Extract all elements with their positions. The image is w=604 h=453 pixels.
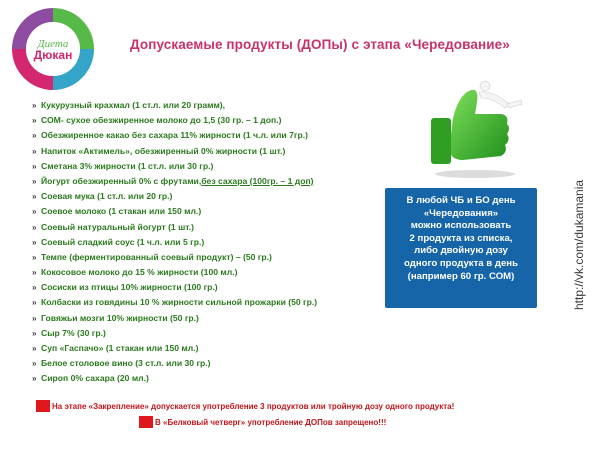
double-chevron-icon: » <box>32 344 37 353</box>
list-item <box>32 113 317 128</box>
list-item <box>32 326 317 341</box>
list-item-text: Кукурузный крахмал (1 ст.л. или 20 грамм), <box>41 100 226 110</box>
list-item <box>32 235 317 250</box>
list-item-text: Соевая мука (1 ст.л. или 20 гр.) <box>41 191 173 202</box>
list-item <box>32 311 317 326</box>
double-chevron-icon: » <box>32 207 37 217</box>
list-item-text: Говяжьи мозги 10% жирности (50 гр.) <box>41 312 199 323</box>
note-protein-thursday: В «Белковый четверг» употребление ДОПов запрещено!!! <box>139 416 386 428</box>
info-box-line: 2 продукта из списка, <box>409 232 513 244</box>
svg-text:Дюкан: Дюкан <box>33 48 73 62</box>
double-chevron-icon: » <box>32 237 37 247</box>
note-consolidation: На этапе «Закрепление» допускается употребление 3 продуктов или тройную дозу одного продукта! <box>36 400 454 412</box>
page-title: Допускаемые продукты (ДОПы) с этапа «Чередование» <box>130 37 510 52</box>
red-square-icon <box>139 416 153 428</box>
list-item <box>32 341 317 356</box>
list-item <box>32 128 317 143</box>
list-item <box>32 159 317 174</box>
list-item-text: Кокосовое молоко до 15 % жирности (100 мл.) <box>41 267 238 278</box>
double-chevron-icon: » <box>32 252 37 262</box>
double-chevron-icon: » <box>32 283 37 293</box>
list-item <box>32 220 317 235</box>
double-chevron-icon: » <box>32 192 37 202</box>
dieta-dukan-logo <box>10 6 96 92</box>
info-box-line: (например 60 гр. СОМ) <box>407 270 515 282</box>
info-box <box>385 188 537 308</box>
list-item-text: Йогурт обезжиренный 0% с фрутами, <box>41 175 202 186</box>
list-item <box>32 204 317 219</box>
list-item-text: Соевое молоко (1 стакан или 150 мл.) <box>41 206 202 217</box>
list-item <box>32 371 317 386</box>
list-item-text: Суп «Гаспачо» (1 стакан или 150 мл.) <box>41 343 199 353</box>
list-item <box>32 356 317 371</box>
double-chevron-icon: » <box>32 374 37 384</box>
info-box-line: либо двойную дозу <box>414 245 508 257</box>
list-item-text: Обезжиренное какао без сахара 11% жирности (1 ч.л. или 7гр.) <box>41 130 308 141</box>
list-item <box>32 250 317 265</box>
double-chevron-icon: » <box>32 176 37 186</box>
list-item-text: Соевый сладкий соус (1 ч.л. или 5 гр.) <box>41 236 205 247</box>
list-item-underlined: без сахара (100гр. – 1 доп) <box>201 175 314 186</box>
info-box-line: В любой ЧБ и БО день <box>406 195 516 206</box>
list-item <box>32 174 317 189</box>
double-chevron-icon: » <box>32 268 37 278</box>
list-item-text: Сосиски из птицы 10% жирности (100 гр.) <box>41 282 218 293</box>
list-item <box>32 295 317 310</box>
list-item <box>32 265 317 280</box>
double-chevron-icon: » <box>32 131 37 141</box>
list-item <box>32 98 317 113</box>
list-item-text: Сметана 3% жирности (1 ст.л. или 30 гр.) <box>41 160 214 171</box>
double-chevron-icon: » <box>32 101 37 110</box>
double-chevron-icon: » <box>32 161 37 171</box>
thumbs-up-icon <box>413 80 528 180</box>
red-square-icon <box>36 400 50 412</box>
double-chevron-icon: » <box>32 298 37 308</box>
list-item-text: Сироп 0% сахара (20 мл.) <box>41 373 149 384</box>
list-item <box>32 144 317 159</box>
list-item-text: Темпе (ферментированный соевый продукт) – (50 гр.) <box>41 251 272 262</box>
info-box-line: можно использовать <box>410 220 512 232</box>
list-item-text: СОМ- сухое обезжиренное молоко до 1,5 (30 гр. – 1 доп.) <box>41 115 282 126</box>
list-item-text: Колбаски из говядины 10 % жирности сильной прожарки (50 гр.) <box>41 297 318 308</box>
double-chevron-icon: » <box>32 146 37 156</box>
list-item-text: Соевый натуральный йогурт (1 шт.) <box>41 221 194 232</box>
list-item-text: Сыр 7% (30 гр.) <box>41 327 106 338</box>
list-item <box>32 189 317 204</box>
info-box-line: одного продукта в день <box>404 257 518 269</box>
double-chevron-icon: » <box>32 116 37 126</box>
info-box-line: «Чередования» <box>423 207 499 219</box>
list-item-text: Белое столовое вино (3 ст.л. или 30 гр.) <box>41 358 211 369</box>
product-list <box>32 98 317 387</box>
double-chevron-icon: » <box>32 328 37 338</box>
list-item-text: Напиток «Актимель», обезжиренный 0% жирности (1 шт.) <box>41 145 286 156</box>
list-item <box>32 280 317 295</box>
svg-text:http://vk.com/dukamania: http://vk.com/dukamania <box>572 179 586 310</box>
double-chevron-icon: » <box>32 222 37 232</box>
double-chevron-icon: » <box>32 313 37 323</box>
double-chevron-icon: » <box>32 359 37 369</box>
vk-link[interactable] <box>569 152 589 312</box>
svg-text:Диета: Диета <box>37 38 69 50</box>
